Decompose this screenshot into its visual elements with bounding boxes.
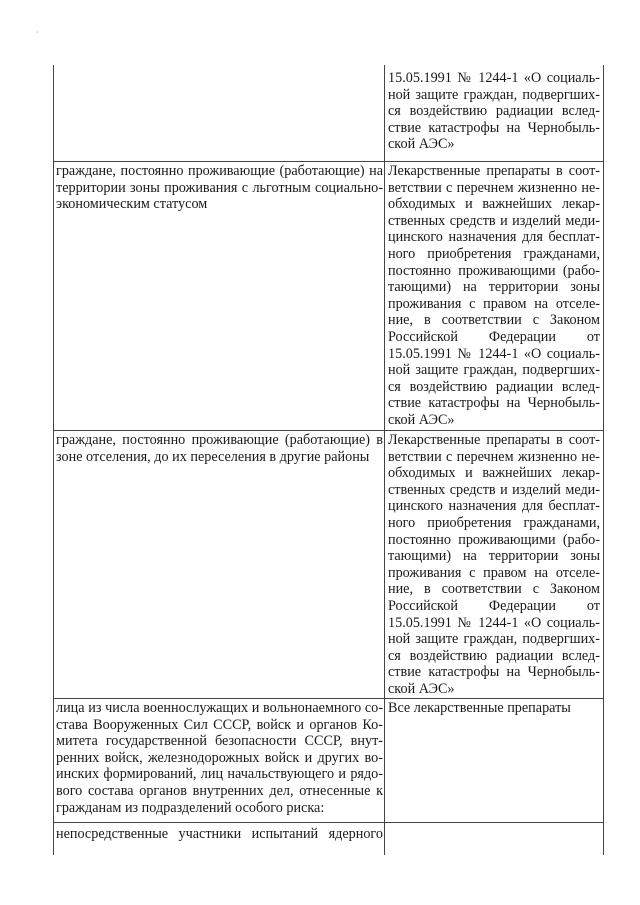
corner-mark: ·: [36, 28, 39, 37]
table-border-right: [603, 65, 604, 855]
table-border-left: [53, 65, 54, 855]
table-cell-category: лица из числа военнослужащих и вольнонаемного состава Вооруженных Сил СССР, войск и органов Комитета государственной безопасности СССР, внутренних войск, железнодорожных войск и других воинских формирований, лиц начальствующего и рядового состава органов внутренних дел, отнесенные к гражданам из подразделений особого риска:: [56, 700, 383, 816]
table-row-divider: [53, 161, 604, 162]
table-row-divider: [53, 822, 604, 823]
table-cell-category: [56, 70, 383, 160]
table-column-divider: [384, 65, 385, 855]
table-cell-medication: 15.05.1991 № 1244-1 «О социальной защите граждан, подвергшихся воздействию радиации вследствие катастрофы на Чернобыльской АЭС»: [388, 70, 600, 153]
table-cell-category: непосредственные участники испытаний ядерного: [56, 826, 383, 842]
table-cell-category: граждане, постоянно проживающие (работающие) в зоне отселения, до их переселения в другие районы: [56, 432, 383, 465]
table-cell-medication: Лекарственные препараты в соответствии с перечнем жизненно необходимых и важнейших лекарственных средств и изделий медицинского назначения для бесплатного приобретения гражданами, постоянно проживающими (работающими) на территории зоны проживания с правом на отселение, в соответствии с Законом Российской Федерации от 15.05.1991 № 1244-1 «О социальной защите граждан, подвергшихся воздействию радиации вследствие катастрофы на Чернобыльской АЭС»: [388, 432, 600, 696]
table-cell-medication: Все лекарственные препараты: [388, 700, 571, 716]
table-row-divider: [53, 698, 604, 699]
table-row-divider: [53, 430, 604, 431]
table-cell-category: граждане, постоянно проживающие (работающие) на территории зоны проживания с льготным социально-экономическим статусом: [56, 163, 383, 213]
table-cell-medication: [388, 826, 600, 846]
table-cell-medication: Лекарственные препараты в соответствии с перечнем жизненно необходимых и важнейших лекарственных средств и изделий медицинского назначения для бесплатного приобретения гражданами, постоянно проживающими (работающими) на территории зоны проживания с правом на отселение, в соответствии с Законом Российской Федерации от 15.05.1991 № 1244-1 «О социальной защите граждан, подвергшихся воздействию радиации вследствие катастрофы на Чернобыльской АЭС»: [388, 163, 600, 428]
